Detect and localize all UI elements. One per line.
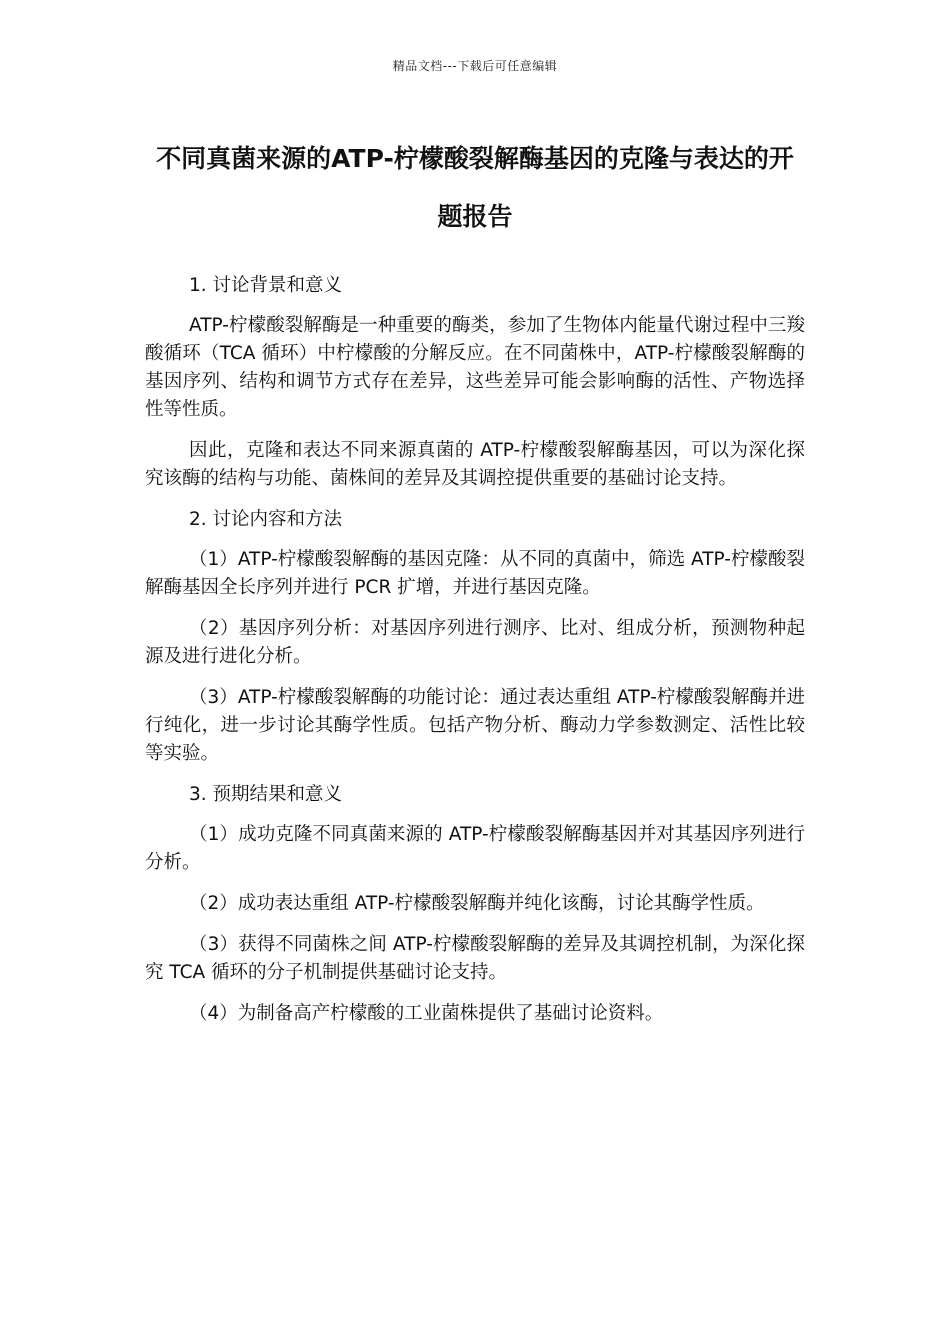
section-heading-expected-results: 3. 预期结果和意义 xyxy=(189,784,343,805)
page-header-note: 精品文档---下载后可任意编辑 xyxy=(392,59,558,73)
body-paragraph: 因此，克隆和表达不同来源真菌的 ATP-柠檬酸裂解酶基因，可以为深化探究该酶的结构与功能、菌株间的差异及其调控提供重要的基础讨论支持。 xyxy=(145,440,805,489)
section-heading-methods: 2. 讨论内容和方法 xyxy=(189,509,343,530)
section-heading-background: 1. 讨论背景和意义 xyxy=(189,275,343,296)
list-item: （3）获得不同菌株之间 ATP-柠檬酸裂解酶的差异及其调控机制，为深化探究 TCA 循环的分子机制提供基础讨论支持。 xyxy=(145,934,805,983)
body-paragraph: ATP-柠檬酸裂解酶是一种重要的酶类，参加了生物体内能量代谢过程中三羧酸循环（TCA 循环）中柠檬酸的分解反应。在不同菌株中，ATP-柠檬酸裂解酶的基因序列、结构和调节方式存在差异，这些差异可能会影响酶的活性、产物选择性等性质。 xyxy=(145,315,805,420)
list-item: （4）为制备高产柠檬酸的工业菌株提供了基础讨论资料。 xyxy=(189,1003,664,1024)
list-item: （2）成功表达重组 ATP-柠檬酸裂解酶并纯化该酶，讨论其酶学性质。 xyxy=(189,893,765,914)
list-item: （1）ATP-柠檬酸裂解酶的基因克隆：从不同的真菌中，筛选 ATP-柠檬酸裂解酶基因全长序列并进行 PCR 扩增，并进行基因克隆。 xyxy=(145,549,805,598)
document-title: 不同真菌来源的ATP-柠檬酸裂解酶基因的克隆与表达的开题报告 xyxy=(156,144,794,231)
document-body xyxy=(145,272,805,1041)
list-item: （2）基因序列分析：对基因序列进行测序、比对、组成分析，预测物种起源及进行进化分析。 xyxy=(145,618,805,667)
list-item: （3）ATP-柠檬酸裂解酶的功能讨论：通过表达重组 ATP-柠檬酸裂解酶并进行纯化，进一步讨论其酶学性质。包括产物分析、酶动力学参数测定、活性比较等实验。 xyxy=(145,687,805,764)
list-item: （1）成功克隆不同真菌来源的 ATP-柠檬酸裂解酶基因并对其基因序列进行分析。 xyxy=(145,824,805,873)
